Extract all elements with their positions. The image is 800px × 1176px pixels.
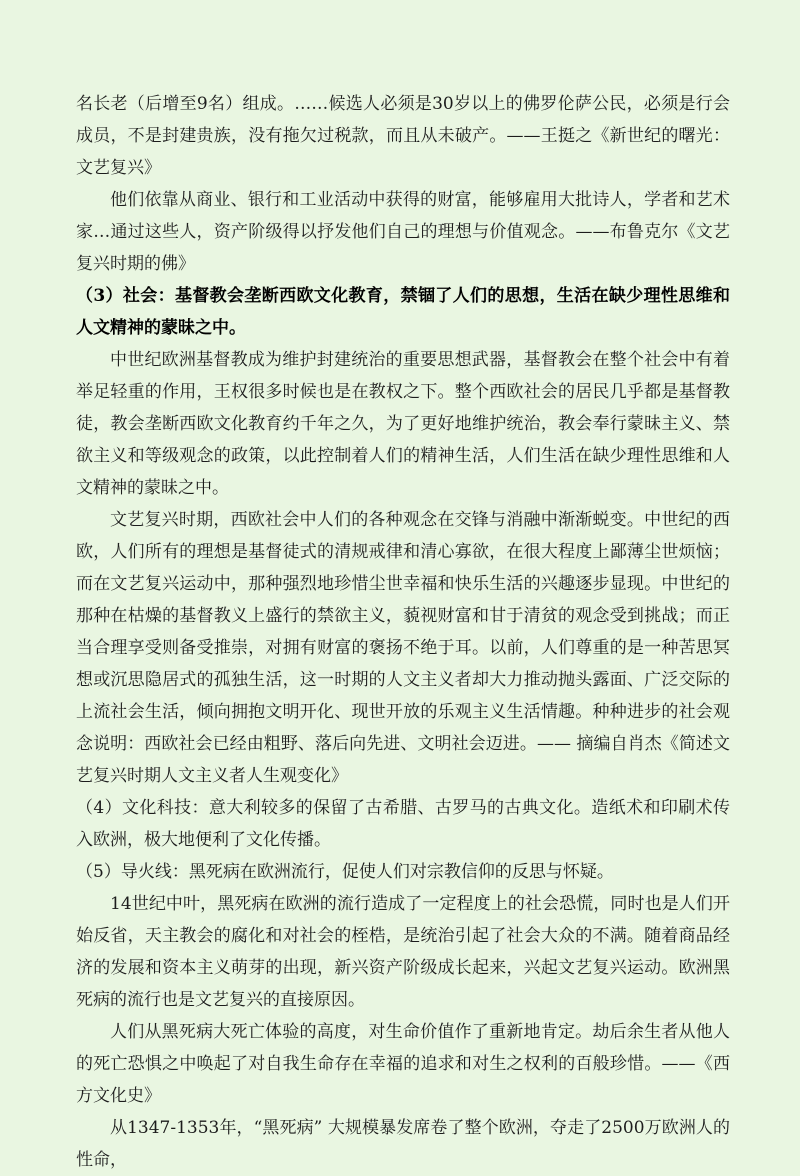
paragraph: 14世纪中叶，黑死病在欧洲的流行造成了一定程度上的社会恐慌，同时也是人们开始反省，天主教会的腐化和对社会的桎梏，是统治引起了社会大众的不满。随着商品经济的发展和资本主义萌芽的出现，新兴资产阶级成长起来，兴起文艺复兴运动。欧洲黑死病的流行也是文艺复兴的直接原因。: [76, 894, 730, 1010]
paragraph: （5）导火线：黑死病在欧洲流行，促使人们对宗教信仰的反思与怀疑。: [76, 862, 614, 882]
paragraph: 文艺复兴时期，西欧社会中人们的各种观念在交锋与消融中渐渐蜕变。中世纪的西欧，人们所有的理想是基督徒式的清规戒律和清心寡欲，在很大程度上鄙薄尘世烦恼；而在文艺复兴运动中，那种强烈地珍惜尘世幸福和快乐生活的兴趣逐步显现。中世纪的那种在枯燥的基督教义上盛行的禁欲主义，藐视财富和甘于清贫的观念受到挑战；而正当合理享受则备受推崇，对拥有财富的褒扬不绝于耳。以前，人们尊重的是一种苦思冥想或沉思隐居式的孤独生活，这一时期的人文主义者却大力推动抛头露面、广泛交际的上流社会生活，倾向拥抱文明开化、现世开放的乐观主义生活情趣。种种进步的社会观念说明：西欧社会已经由粗野、落后向先进、文明社会迈进。—— 摘编自肖杰《简述文艺复兴时期人文主义者人生观变化》: [76, 510, 730, 786]
paragraph: 人们从黑死病大死亡体验的高度，对生命价值作了重新地肯定。劫后余生者从他人的死亡恐惧之中唤起了对自我生命存在幸福的追求和对生之权利的百般珍惜。——《西方文化史》: [76, 1022, 730, 1106]
section-heading: （3）社会：基督教会垄断西欧文化教育，禁锢了人们的思想，生活在缺少理性思维和人文精神的蒙昧之中。: [76, 286, 730, 338]
paragraph: 从1347-1353年，“黑死病” 大规模暴发席卷了整个欧洲，夺走了2500万欧洲人的性命，: [76, 1118, 730, 1170]
paragraph: 名长老（后增至9名）组成。……候选人必须是30岁以上的佛罗伦萨公民，必须是行会成员，不是封建贵族，没有拖欠过税款，而且从未破产。——王挺之《新世纪的曙光：文艺复兴》: [76, 94, 730, 178]
paragraph: 他们依靠从商业、银行和工业活动中获得的财富，能够雇用大批诗人，学者和艺术家…通过这些人，资产阶级得以抒发他们自己的理想与价值观念。——布鲁克尔《文艺复兴时期的佛》: [76, 190, 730, 274]
paragraph: 中世纪欧洲基督教成为维护封建统治的重要思想武器，基督教会在整个社会中有着举足轻重的作用，王权很多时候也是在教权之下。整个西欧社会的居民几乎都是基督教徒，教会垄断西欧文化教育约千年之久，为了更好地维护统治，教会奉行蒙昧主义、禁欲主义和等级观念的政策，以此控制着人们的精神生活，人们生活在缺少理性思维和人文精神的蒙昧之中。: [76, 350, 730, 498]
paragraph: （4）文化科技：意大利较多的保留了古希腊、古罗马的古典文化。造纸术和印刷术传入欧洲，极大地便利了文化传播。: [76, 798, 730, 850]
